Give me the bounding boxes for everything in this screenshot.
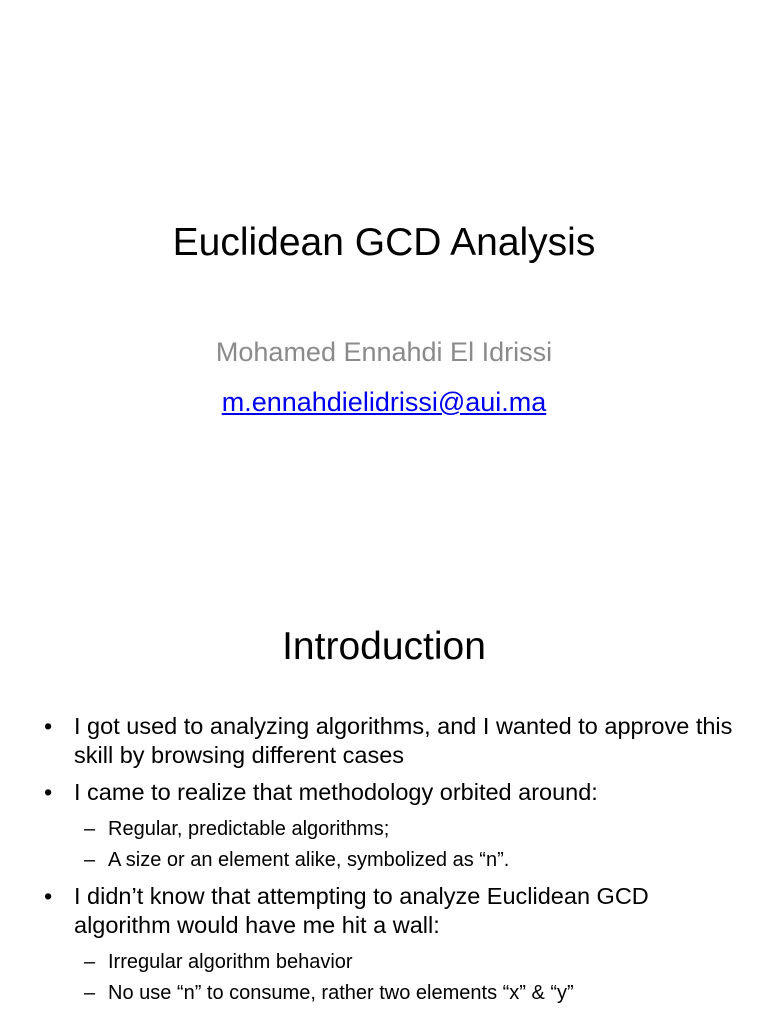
bullet-marker: • bbox=[44, 883, 53, 909]
sub-bullet-text: No use “n” to consume, rather two elements “x” & “y” bbox=[108, 982, 574, 1004]
sub-bullet-text: Irregular algorithm behavior bbox=[108, 951, 353, 973]
bullet-item bbox=[44, 712, 744, 770]
bullet-text: I came to realize that methodology orbited around: bbox=[74, 779, 598, 805]
sub-bullet-list bbox=[44, 815, 744, 874]
sub-bullet-item bbox=[44, 979, 744, 1007]
sub-bullet-item bbox=[44, 948, 744, 976]
author-name: Mohamed Ennahdi El Idrissi bbox=[215, 337, 553, 367]
bullet-item bbox=[44, 882, 744, 940]
slide-title: Introduction bbox=[282, 625, 486, 668]
sub-bullet-item bbox=[44, 815, 744, 843]
bullet-item bbox=[44, 778, 744, 807]
sub-bullet-marker: – bbox=[84, 982, 96, 1004]
sub-bullet-marker: – bbox=[84, 818, 96, 840]
slide-title: Euclidean GCD Analysis bbox=[172, 221, 596, 264]
sub-bullet-group bbox=[44, 948, 744, 1007]
email-link[interactable]: m.ennahdielidrissi@aui.ma bbox=[221, 387, 547, 417]
sub-bullet-marker: – bbox=[84, 849, 96, 871]
bullet-marker: • bbox=[44, 713, 53, 739]
bullet-text: I got used to analyzing algorithms, and I wanted to approve this skill by browsing different cases bbox=[74, 713, 733, 768]
bullet-list bbox=[44, 712, 744, 1015]
introduction-slide bbox=[0, 576, 768, 1024]
bullet-text: I didn’t know that attempting to analyze Euclidean GCD algorithm would have me hit a wall: bbox=[74, 883, 649, 938]
sub-bullet-text: Regular, predictable algorithms; bbox=[108, 818, 390, 840]
sub-bullet-group bbox=[44, 815, 744, 874]
sub-bullet-item bbox=[44, 846, 744, 874]
sub-bullet-marker: – bbox=[84, 951, 96, 973]
sub-bullet-list bbox=[44, 948, 744, 1007]
email-line bbox=[0, 384, 768, 420]
bullet-marker: • bbox=[44, 779, 53, 805]
sub-bullet-text: A size or an element alike, symbolized as “n”. bbox=[108, 849, 510, 871]
